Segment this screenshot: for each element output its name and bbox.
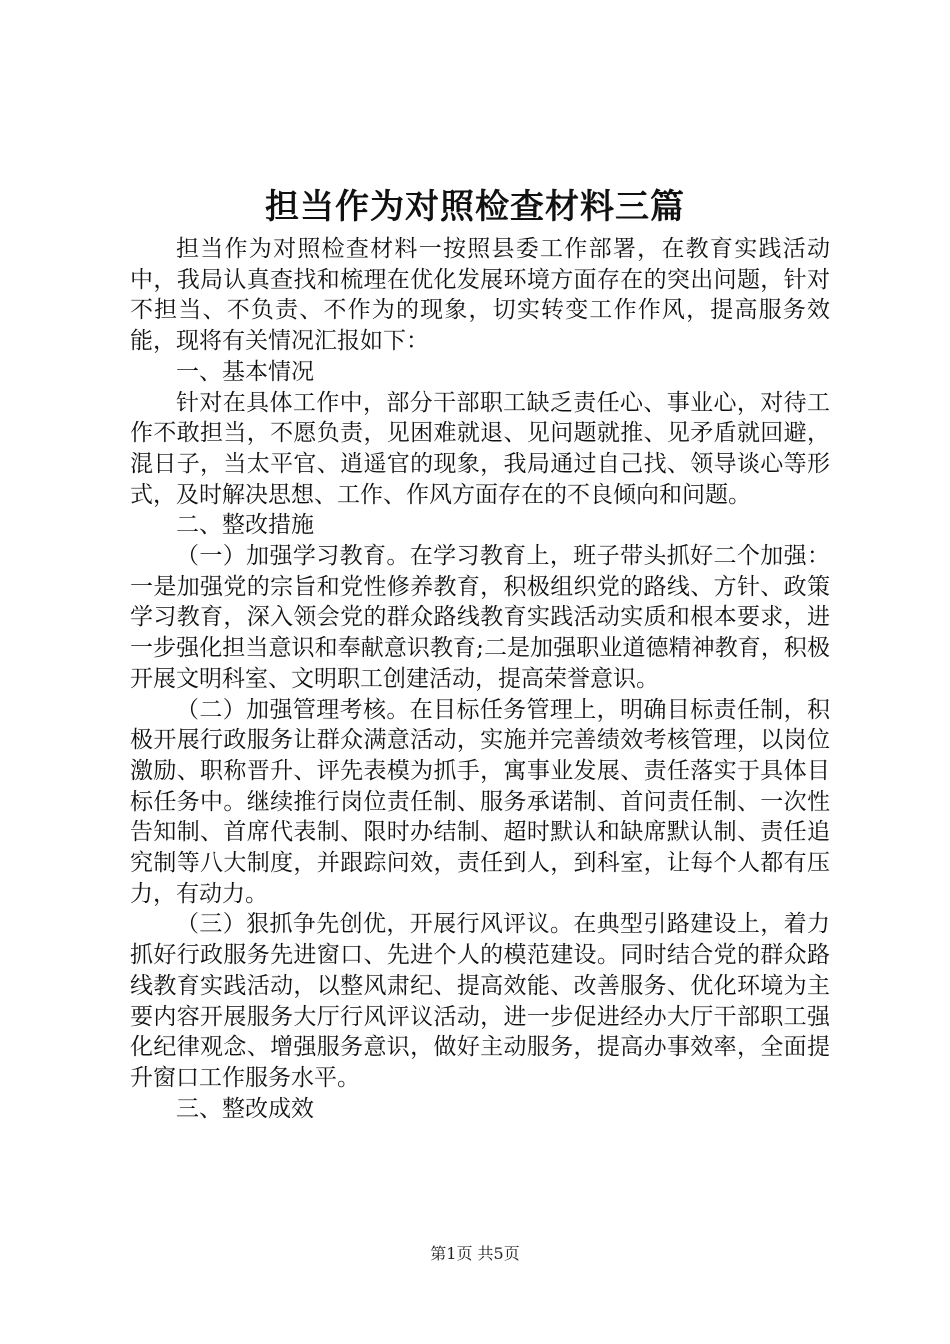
section-heading-rectification-measures: 二、整改措施 bbox=[176, 512, 314, 539]
measure-3-paragraph: （三）狠抓争先创优，开展行风评议。在典型引路建设上，着力抓好行政服务先进窗口、先进个人的模范建设。同时结合党的群众路线教育实践活动，以整风肃纪、提高效能、改善服务、优化环境为主要内容开展服务大厅行风评议活动，进一步促进经办大厅干部职工强化纪律观念、增强服务意识，做好主动服务，提高办事效率，全面提升窗口工作服务水平。 bbox=[130, 911, 830, 1091]
section-heading-rectification-results: 三、整改成效 bbox=[176, 1095, 314, 1122]
measure-2-paragraph: （二）加强管理考核。在目标任务管理上，明确目标责任制，积极开展行政服务让群众满意活动，实施并完善绩效考核管理，以岗位激励、职称晋升、评先表模为抓手，寓事业发展、责任落实于具体目标任务中。继续推行岗位责任制、服务承诺制、首问责任制、一次性告知制、首席代表制、限时办结制、超时默认和缺席默认制、责任追究制等八大制度，并跟踪问效，责任到人，到科室，让每个人都有压力，有动力。 bbox=[130, 696, 830, 907]
section-heading-basic-situation: 一、基本情况 bbox=[176, 358, 314, 385]
measure-1-paragraph: （一）加强学习教育。在学习教育上，班子带头抓好二个加强：一是加强党的宗旨和党性修养教育，积极组织党的路线、方针、政策学习教育，深入领会党的群众路线教育实践活动实质和根本要求，进一步强化担当意识和奉献意识教育;二是加强职业道德精神教育，积极开展文明科室、文明职工创建活动，提高荣誉意识。 bbox=[130, 543, 830, 692]
document-title: 担当作为对照检查材料三篇 bbox=[265, 187, 685, 227]
document-body bbox=[130, 234, 830, 1124]
basic-situation-paragraph: 针对在具体工作中，部分干部职工缺乏责任心、事业心，对待工作不敢担当，不愿负责，见困难就退、见问题就推、见矛盾就回避，混日子，当太平官、逍遥官的现象，我局通过自己找、领导谈心等形式，及时解决思想、工作、作风方面存在的不良倾向和问题。 bbox=[130, 389, 830, 508]
intro-paragraph: 担当作为对照检查材料一按照县委工作部署，在教育实践活动中，我局认真查找和梳理在优化发展环境方面存在的突出问题，针对不担当、不负责、不作为的现象，切实转变工作作风，提高服务效能，现将有关情况汇报如下： bbox=[130, 236, 830, 355]
page-number-footer: 第1页 共5页 bbox=[430, 1244, 520, 1263]
